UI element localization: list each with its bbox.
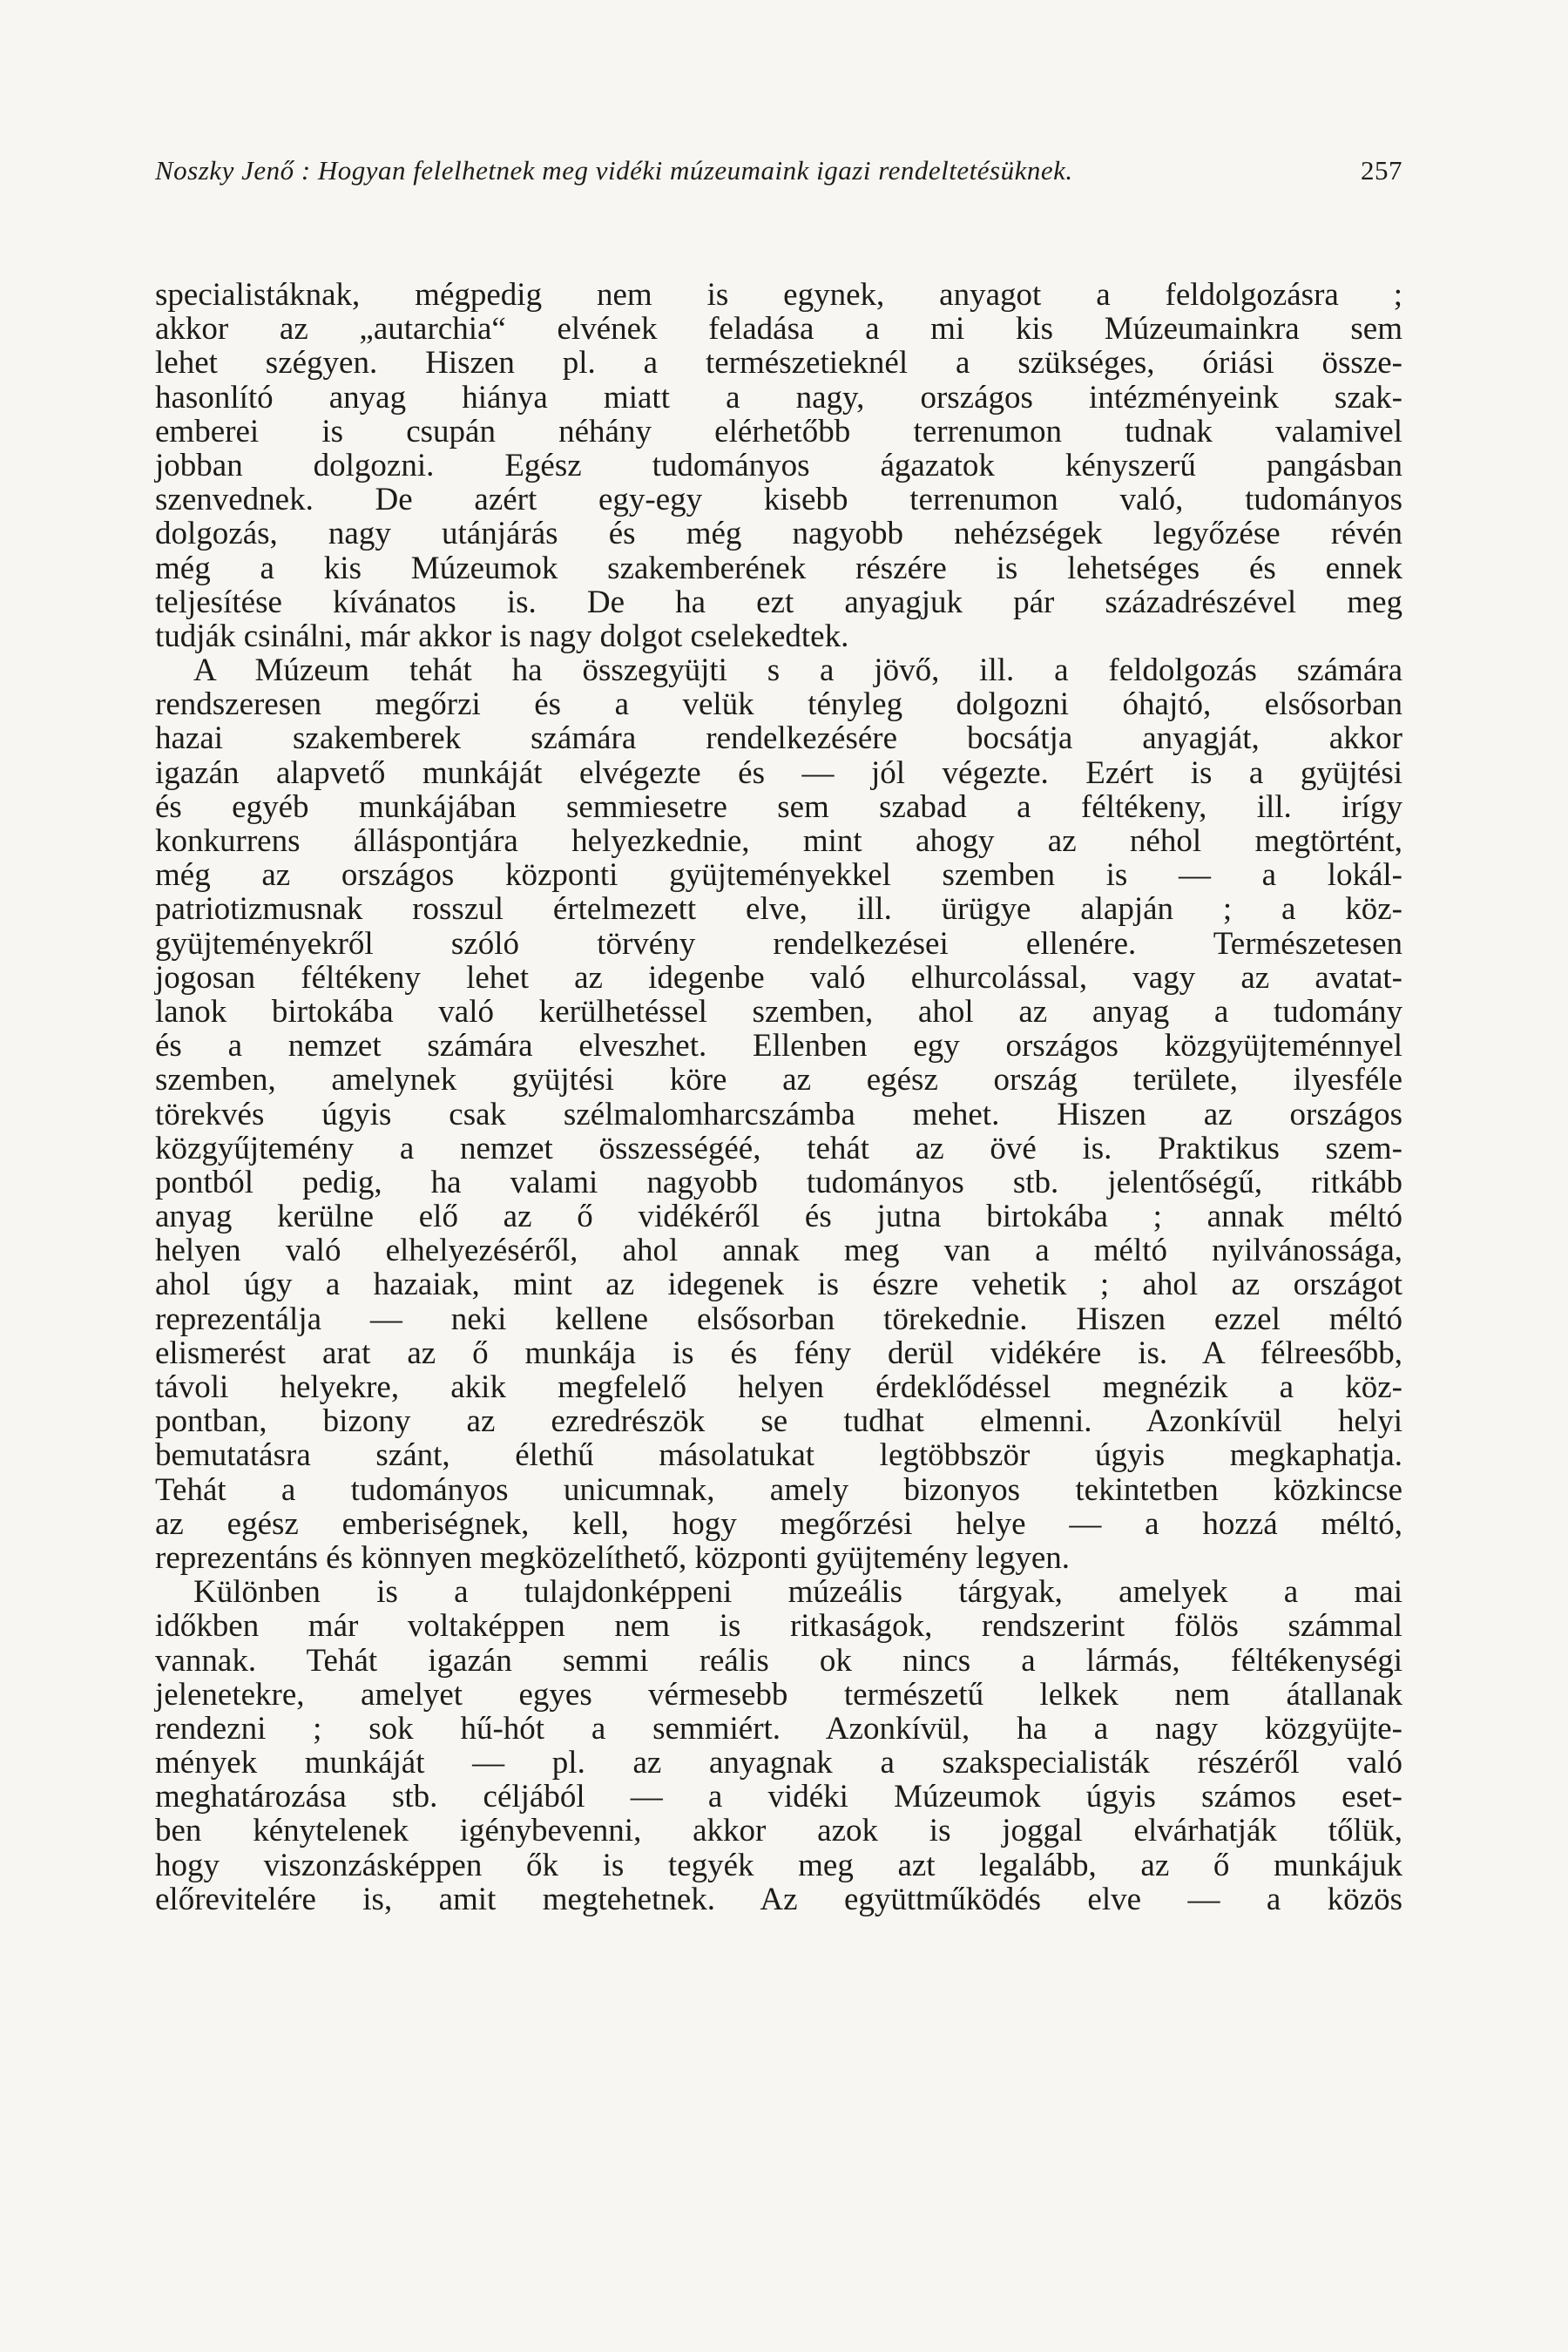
text-line: rendszeresen megőrzi és a velük tényleg dolgozni óhajtó, elsősorban bbox=[155, 686, 1402, 723]
text-line: törekvés úgyis csak szélmalomharcszámba mehet. Hiszen az országos bbox=[155, 1096, 1402, 1132]
text-line: lanok birtokába való kerülhetéssel szemben, ahol az anyag a tudomány bbox=[155, 993, 1402, 1030]
text-line: gyüjteményekről szóló törvény rendelkezései ellenére. Természetesen bbox=[155, 925, 1402, 962]
text-line: és a nemzet számára elveszhet. Ellenben egy országos közgyüjteménnyel bbox=[155, 1028, 1402, 1064]
text-line: rendezni ; sok hű-hót a semmiért. Azonkívül, ha a nagy közgyüjte- bbox=[155, 1710, 1402, 1747]
text-line: dolgozás, nagy utánjárás és még nagyobb nehézségek legyőzése révén bbox=[155, 516, 1402, 552]
text-line: pontból pedig, ha valami nagyobb tudományos stb. jelentőségű, ritkább bbox=[155, 1164, 1402, 1200]
text-line: még a kis Múzeumok szakemberének részére is lehetséges és ennek bbox=[155, 550, 1402, 586]
text-line: teljesítése kívánatos is. De ha ezt anyagjuk pár századrészével meg bbox=[155, 584, 1402, 620]
text-line: akkor az „autarchia“ elvének feladása a mi kis Múzeumainkra sem bbox=[155, 311, 1402, 348]
text-line: igazán alapvető munkáját elvégezte és — jól végezte. Ezért is a gyüjtési bbox=[155, 754, 1402, 791]
text-line: ahol úgy a hazaiak, mint az idegenek is észre vehetik ; ahol az országot bbox=[155, 1267, 1402, 1303]
text-line: jobban dolgozni. Egész tudományos ágazatok kényszerű pangásban bbox=[155, 447, 1402, 483]
text-line: patriotizmusnak rosszul értelmezett elve, ill. ürügye alapján ; a köz- bbox=[155, 891, 1402, 928]
running-head-title: Noszky Jenő : Hogyan felelhetnek meg vidéki múzeumaink igazi rendeltetésüknek. bbox=[155, 155, 1073, 186]
text-line: reprezentálja — neki kellene elsősorban törekednie. Hiszen ezzel méltó bbox=[155, 1301, 1402, 1337]
text-line: ben kénytelenek igénybevenni, akkor azok is joggal elvárhatják tőlük, bbox=[155, 1813, 1402, 1849]
text-line: vannak. Tehát igazán semmi reális ok nincs a lármás, féltékenységi bbox=[155, 1642, 1402, 1679]
paragraph bbox=[155, 278, 1402, 653]
text-line: anyag kerülne elő az ő vidékéről és jutna birtokába ; annak méltó bbox=[155, 1199, 1402, 1235]
text-line: az egész emberiségnek, kell, hogy megőrzési helye — a hozzá méltó, bbox=[155, 1505, 1402, 1542]
text-line: szemben, amelynek gyüjtési köre az egész ország területe, ilyesféle bbox=[155, 1062, 1402, 1098]
text-line: elismerést arat az ő munkája is és fény derül vidékére is. A félreesőbb, bbox=[155, 1335, 1402, 1371]
text-line: mények munkáját — pl. az anyagnak a szakspecialisták részéről való bbox=[155, 1745, 1402, 1781]
text-line: bemutatásra szánt, élethű másolatukat legtöbbször úgyis megkaphatja. bbox=[155, 1437, 1402, 1474]
text-line: emberei is csupán néhány elérhetőbb terrenumon tudnak valamivel bbox=[155, 413, 1402, 449]
text-line: hasonlító anyag hiánya miatt a nagy, országos intézményeink szak- bbox=[155, 379, 1402, 416]
text-line: időkben már voltaképpen nem is ritkaságok, rendszerint fölös számmal bbox=[155, 1608, 1402, 1645]
text-line: helyen való elhelyezéséről, ahol annak meg van a méltó nyilvánossága, bbox=[155, 1233, 1402, 1269]
text-line: lehet szégyen. Hiszen pl. a természetieknél a szükséges, óriási össze- bbox=[155, 345, 1402, 382]
text-line: még az országos központi gyüjteményekkel szemben is — a lokál- bbox=[155, 857, 1402, 894]
text-line: távoli helyekre, akik megfelelő helyen érdeklődéssel megnézik a köz- bbox=[155, 1369, 1402, 1405]
body-text bbox=[155, 278, 1402, 1916]
text-line: hazai szakemberek számára rendelkezésére bocsátja anyagját, akkor bbox=[155, 720, 1402, 757]
text-line: Különben is a tulajdonképpeni múzeális tárgyak, amelyek a mai bbox=[193, 1574, 1402, 1611]
text-line: reprezentáns és könnyen megközelíthető, központi gyüjtemény legyen. bbox=[155, 1539, 1071, 1576]
paragraph bbox=[155, 1575, 1402, 1916]
text-line: jogosan féltékeny lehet az idegenbe való elhurcolással, vagy az avatat- bbox=[155, 959, 1402, 996]
text-line: A Múzeum tehát ha összegyüjti s a jövő, ill. a feldolgozás számára bbox=[193, 652, 1402, 689]
text-line: specialistáknak, mégpedig nem is egynek, anyagot a feldolgozásra ; bbox=[155, 277, 1402, 313]
text-line: meghatározása stb. céljából — a vidéki Múzeumok úgyis számos eset- bbox=[155, 1779, 1402, 1815]
text-line: hogy viszonzásképpen ők is tegyék meg azt legalább, az ő munkájuk bbox=[155, 1847, 1402, 1883]
text-line: tudják csinálni, már akkor is nagy dolgot cselekedtek. bbox=[155, 618, 849, 654]
text-line: közgyűjtemény a nemzet összességéé, tehát az övé is. Praktikus szem- bbox=[155, 1130, 1402, 1166]
text-line: és egyéb munkájában semmiesetre sem szabad a féltékeny, ill. irígy bbox=[155, 788, 1402, 825]
page-number: 257 bbox=[1361, 155, 1402, 186]
text-line: jelenetekre, amelyet egyes vérmesebb természetű lelkek nem átallanak bbox=[155, 1676, 1402, 1713]
paragraph bbox=[155, 653, 1402, 1575]
text-line: pontban, bizony az ezredrészök se tudhat elmenni. Azonkívül helyi bbox=[155, 1403, 1402, 1440]
text-line: szenvednek. De azért egy-egy kisebb terrenumon való, tudományos bbox=[155, 482, 1402, 518]
text-line: Tehát a tudományos unicumnak, amely bizonyos tekintetben közkincse bbox=[155, 1471, 1402, 1508]
running-head bbox=[155, 155, 1402, 186]
text-line: előrevitelére is, amit megtehetnek. Az együttműködés elve — a közös bbox=[155, 1881, 1402, 1917]
text-line: konkurrens álláspontjára helyezkednie, mint ahogy az néhol megtörtént, bbox=[155, 823, 1402, 859]
